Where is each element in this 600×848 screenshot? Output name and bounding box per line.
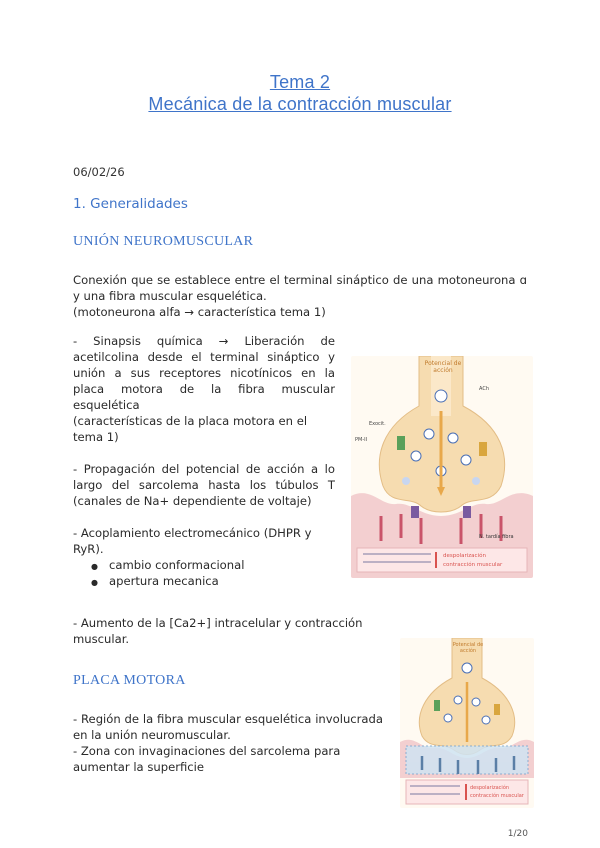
section-heading: 1. Generalidades (73, 196, 188, 212)
fig1-label-bottom: N. tardía fibra (479, 534, 514, 540)
union-intro (73, 272, 527, 320)
placa-p1: - Región de la fibra muscular esquelética involucrada en la unión neuromuscular. (73, 712, 383, 742)
motor-plate-illustration (400, 638, 534, 808)
fig1-label-ach: ACh (479, 386, 489, 392)
placa-heading: PLACA MOTORA (73, 673, 186, 688)
union-note: (motoneurona alfa → característica tema 1) (73, 305, 326, 319)
list-item: ● cambio conformacional (91, 557, 335, 573)
fig1-label-left1: Exocit. (369, 421, 386, 427)
union-intro-text (73, 272, 527, 304)
intro-part1: Conexión que se establece entre el terminal sináptico de una motoneurona (73, 273, 520, 287)
page-number: 1/20 (507, 829, 528, 839)
bullet-acoplamiento: - Acoplamiento electromecánico (DHPR y RyR). (73, 526, 312, 556)
fig2-legend1: despolarización (470, 785, 510, 791)
bullet-propagacion: - Propagación del potencial de acción a lo largo del sarcolema hasta los túbulos T (canales de Na+ dependiente de voltaje) (73, 462, 335, 508)
bullet-sinapsis: - Sinapsis química → Liberación de acetilcolina desde el terminal sináptico y unión a sus receptores nicotínicos en la placa motora de la fibra muscular esquelética (73, 334, 335, 412)
intro-part2: y una fibra muscular esquelética. (73, 289, 267, 303)
fig1-label-top: Potencial de acción (424, 360, 462, 374)
union-heading: UNIÓN NEUROMUSCULAR (73, 234, 254, 249)
alpha-symbol: ɑ (519, 273, 527, 287)
motor-plate-figure (400, 638, 534, 808)
bullet-aumento (73, 615, 383, 647)
page-subtitle: Mecánica de la contracción muscular (148, 94, 452, 114)
junction-illustration (351, 356, 533, 578)
fig1-legend2: contracción muscular (443, 562, 503, 568)
fig1-legend1: despolarización (443, 553, 486, 559)
fig2-label-top: Potencial de acción (452, 642, 484, 654)
union-bullets (73, 333, 335, 589)
fig1-label-left2: PM-II (355, 437, 368, 443)
bullet-aumento-text: - Aumento de la [Ca2+] intracelular y contracción muscular. (73, 616, 363, 646)
bullet-sinapsis-note: (características de la placa motora en el tema 1) (73, 414, 308, 444)
acoplamiento-list (91, 557, 335, 589)
page-title: Tema 2 (269, 72, 331, 92)
placa-p2: - Zona con invaginaciones del sarcolema para aumentar la superficie (73, 744, 341, 774)
placa-text (73, 711, 383, 775)
fig2-legend2: contracción muscular (470, 793, 524, 799)
list-item: ● apertura mecanica (91, 573, 335, 589)
neuromuscular-junction-figure (351, 356, 533, 578)
date-label: 06/02/26 (73, 165, 125, 179)
